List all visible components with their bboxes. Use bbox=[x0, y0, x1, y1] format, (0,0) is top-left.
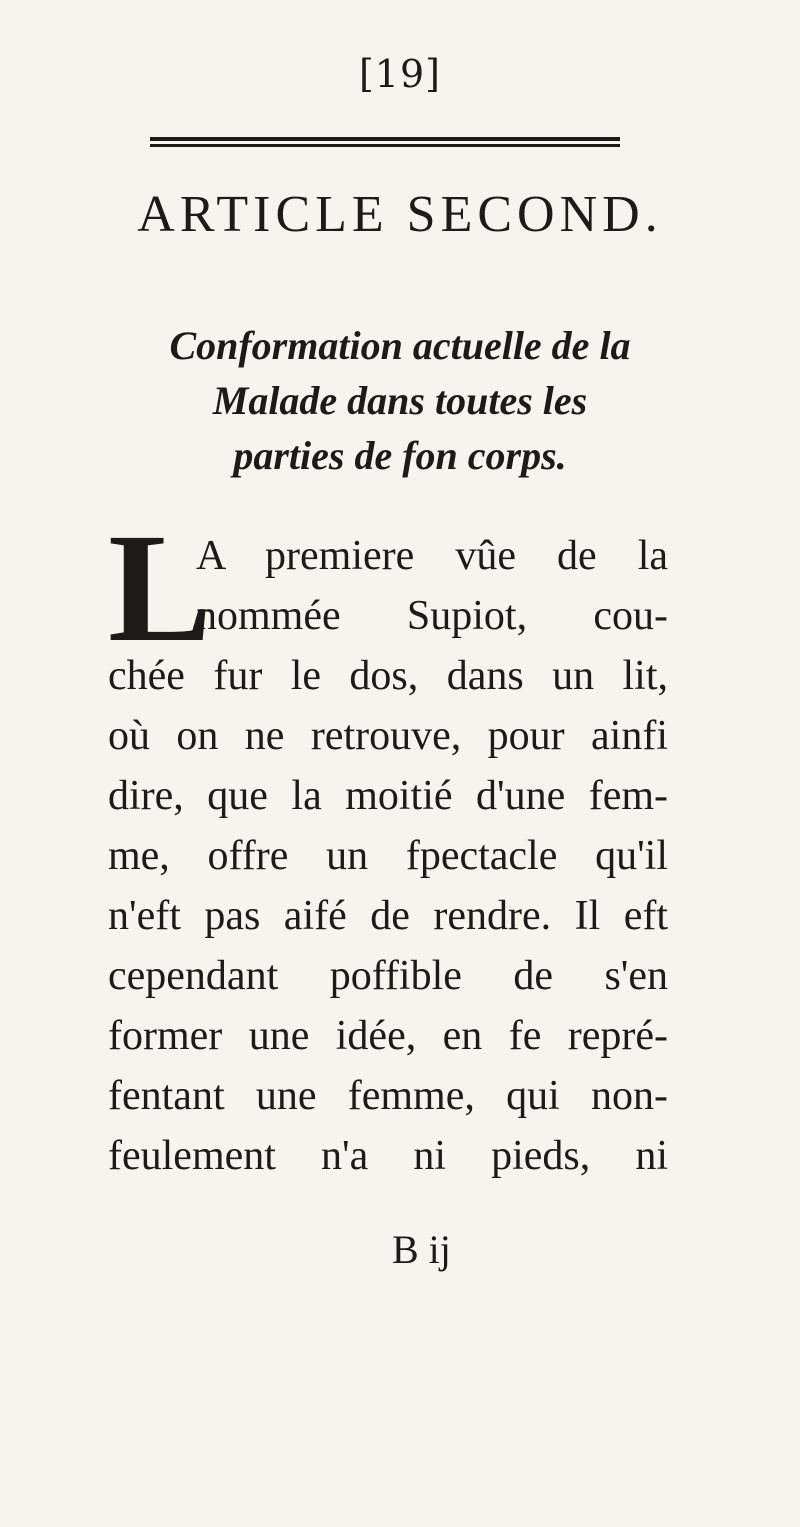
header-rule-bottom bbox=[150, 144, 620, 147]
text-line: nommée Supiot, cou- bbox=[196, 593, 668, 639]
signature-mark: B ij bbox=[392, 1227, 451, 1272]
text-line: où on ne retrouve, pour ainfi bbox=[108, 713, 668, 759]
subtitle-line: Malade dans toutes les bbox=[212, 378, 588, 423]
header-rule-top bbox=[150, 137, 620, 141]
text-line: former une idée, en fe repré- bbox=[108, 1013, 668, 1059]
text-line: cependant poffible de s'en bbox=[108, 953, 668, 999]
text-line: dire, que la moitié d'une fem- bbox=[108, 773, 668, 819]
text-line: n'eft pas aifé de rendre. Il eft bbox=[108, 893, 668, 939]
text-line: me, offre un fpectacle qu'il bbox=[108, 833, 668, 879]
subtitle-line: Conformation actuelle de la bbox=[169, 323, 631, 368]
article-heading: ARTICLE SECOND. bbox=[137, 186, 663, 243]
text-line: chée fur le dos, dans un lit, bbox=[108, 653, 668, 699]
drop-cap: L bbox=[108, 501, 213, 674]
text-line: fentant une femme, qui non- bbox=[108, 1073, 668, 1119]
subtitle-line: parties de fon corps. bbox=[233, 433, 567, 478]
text-line: feulement n'a ni pieds, ni bbox=[108, 1133, 668, 1179]
page-number: [19] bbox=[358, 52, 441, 96]
body-paragraph bbox=[108, 501, 668, 1186]
text-line: A premiere vûe de la bbox=[196, 533, 668, 579]
article-subtitle bbox=[100, 318, 700, 483]
